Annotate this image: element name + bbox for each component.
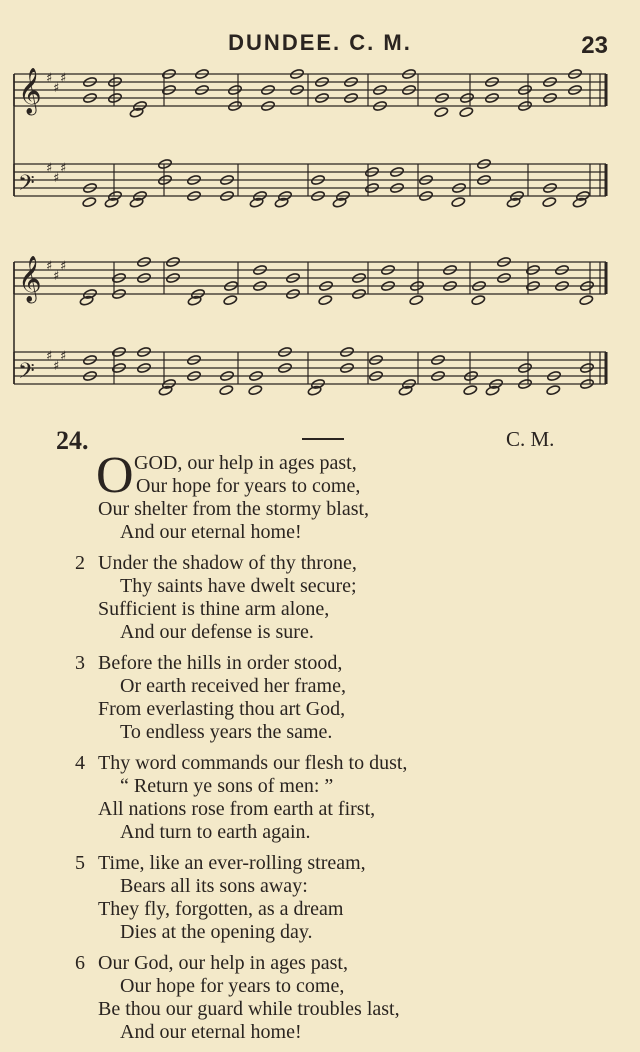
verse-line: Our God, our help in ages past, [98,952,348,974]
music-score [0,0,640,420]
hymn-meter: C. M. [506,427,555,451]
verse-line: Our hope for years to come, [120,975,345,997]
verse-line: Time, like an ever-rolling stream, [98,852,366,874]
note-head [579,295,594,306]
stanza-number: 3 [75,652,85,674]
stanza-number: 5 [75,852,85,874]
stanza-1 [0,447,640,544]
verse-line: Or earth received her frame, [120,675,346,697]
note-head [572,197,587,208]
verse-line: Thy word commands our flesh to dust, [98,752,408,774]
stanza-2 [0,552,640,644]
sharp-icon: ♯ [60,161,67,176]
note-head [249,197,264,208]
stanza-number: 6 [75,952,85,974]
note-head [434,107,449,118]
note-head [506,197,521,208]
note-head [219,385,234,396]
sharp-icon: ♯ [46,71,53,86]
sharp-icon: ♯ [46,259,53,274]
hymn-number: 24. [56,426,89,455]
note-head [104,197,119,208]
verse-line: From everlasting thou art God, [98,698,346,720]
note-head [485,385,500,396]
note-head [307,385,322,396]
note-head [459,107,474,118]
verse-line: Thy saints have dwelt secure; [120,575,357,597]
sharp-icon: ♯ [46,161,53,176]
note-head [223,295,238,306]
verse-line: And our eternal home! [120,1021,302,1043]
verse-line: And turn to earth again. [120,821,311,843]
verse-line: All nations rose from earth at first, [98,798,376,820]
note-head [274,197,289,208]
note-head [471,295,486,306]
treble-clef-icon: 𝄞 [18,256,42,302]
bass-clef-icon: 𝄢 [18,171,35,201]
note-head [542,197,557,208]
bass-clef-icon: 𝄢 [18,359,35,389]
note-head [463,385,478,396]
note-head [451,197,466,208]
note-head [332,197,347,208]
page-number: 23 [581,32,608,59]
verse-line: And our eternal home! [120,521,302,543]
verse-line: To endless years the same. [120,721,333,743]
verse-line: Bears all its sons away: [120,875,308,897]
note-head [546,385,561,396]
stanza-3 [0,652,640,744]
verse-line: “ Return ye sons of men: ” [120,775,334,797]
note-head [409,295,424,306]
note-head [82,197,97,208]
note-head [398,385,413,396]
note-head [158,385,173,396]
verse-line: Dies at the opening day. [120,921,313,943]
sharp-icon: ♯ [53,81,60,96]
verse-line: Be thou our guard while troubles last, [98,998,400,1020]
verse-line: Sufficient is thine arm alone, [98,598,330,620]
note-head [129,197,144,208]
sharp-icon: ♯ [46,349,53,364]
stanza-number: 4 [75,752,85,774]
tune-title: DUNDEE. C. M. [228,30,412,55]
verse-line: And our defense is sure. [120,621,314,643]
treble-clef-icon: 𝄞 [18,68,42,114]
sharp-icon: ♯ [53,359,60,374]
verse-line: Under the shadow of thy throne, [98,552,357,574]
verse-line: Our hope for years to come, [136,475,361,497]
note-head [79,295,94,306]
note-head [318,295,333,306]
sharp-icon: ♯ [60,349,67,364]
verse-line: Before the hills in order stood, [98,652,343,674]
sharp-icon: ♯ [60,259,67,274]
stanza-5 [0,852,640,944]
drop-cap: O [96,447,134,504]
verse-line: They fly, forgotten, as a dream [98,898,344,920]
staff-systems [14,68,606,396]
title-dash [302,438,344,440]
note-head [248,385,263,396]
stanza-4 [0,752,640,844]
note-head [187,295,202,306]
sharp-icon: ♯ [53,171,60,186]
stanza-number: 2 [75,552,85,574]
stanza-6 [0,952,640,1044]
sharp-icon: ♯ [60,71,67,86]
verse-line: Our shelter from the stormy blast, [98,498,370,520]
note-head [129,107,144,118]
sharp-icon: ♯ [53,269,60,284]
verse-line: GOD, our help in ages past, [134,452,357,474]
hymn-text [0,447,640,1052]
